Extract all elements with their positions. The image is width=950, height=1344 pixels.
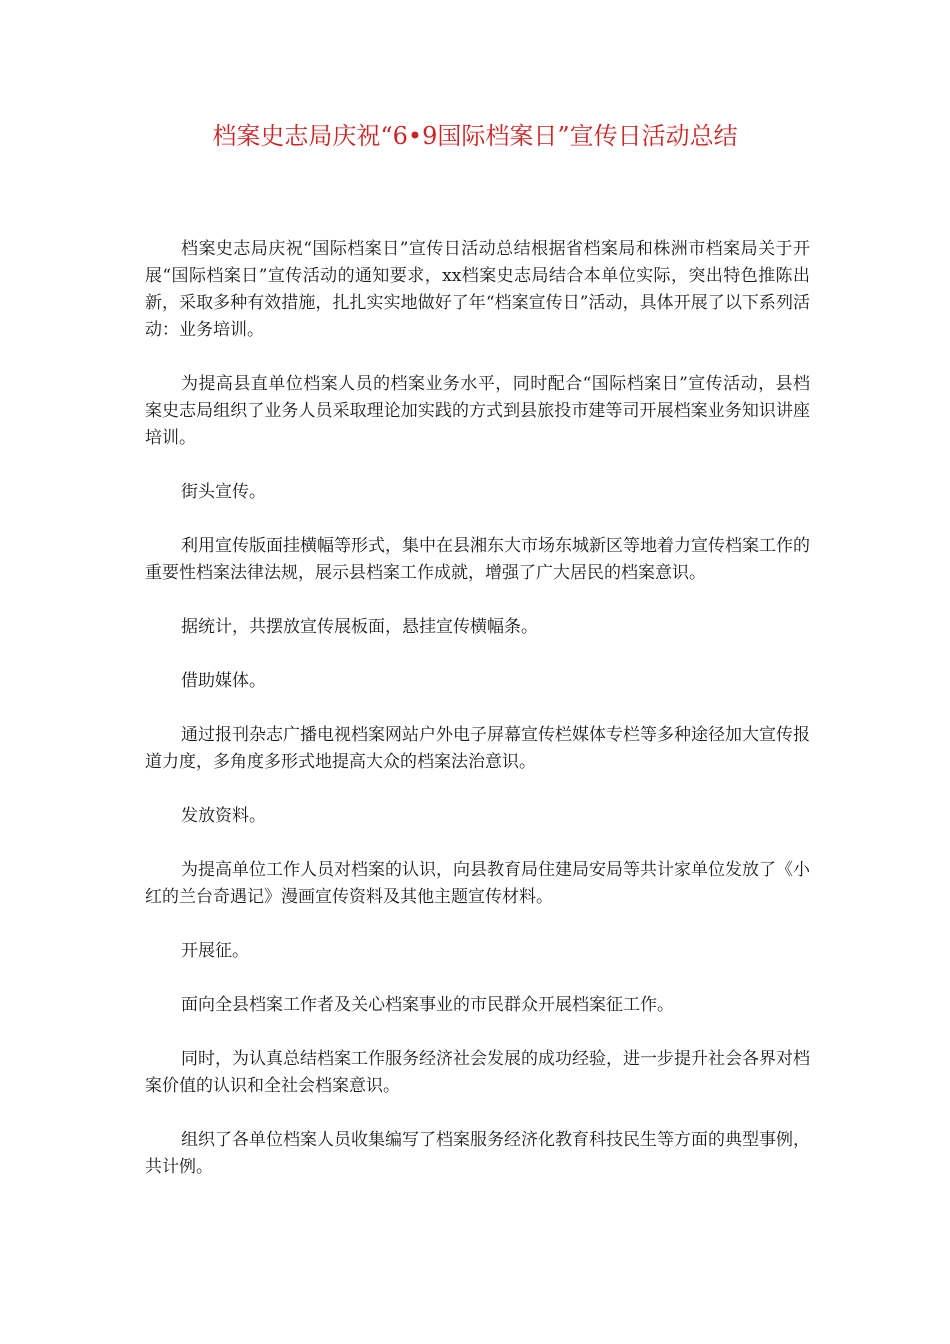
paragraph-intro: 档案史志局庆祝“国际档案日”宣传日活动总结根据省档案局和株洲市档案局关于开展“国际档案日”宣传活动的通知要求，xx档案史志局结合本单位实际，突出特色推陈出新，采取多种有效措施，扎扎实实地做好了年“档案宣传日”活动，具体开展了以下系列活动：业务培训。 (145, 239, 810, 340)
paragraph-materials: 为提高单位工作人员对档案的认识，向县教育局住建局安局等共计家单位发放了《小红的兰台奇遇记》漫画宣传资料及其他主题宣传材料。 (145, 860, 810, 907)
paragraph-summary: 同时，为认真总结档案工作服务经济社会发展的成功经验，进一步提升社会各界对档案价值的认识和全社会档案意识。 (145, 1049, 810, 1096)
document-body (145, 236, 810, 1208)
paragraph-heading-collection: 开展征。 (181, 941, 249, 961)
paragraph-collection: 面向全县档案工作者及关心档案事业的市民群众开展档案征工作。 (181, 995, 674, 1015)
paragraph-heading-media: 借助媒体。 (181, 671, 266, 691)
paragraph-training: 为提高县直单位档案人员的档案业务水平，同时配合“国际档案日”宣传活动，县档案史志局组织了业务人员采取理论加实践的方式到县旅投市建等司开展档案业务知识讲座培训。 (145, 374, 810, 448)
paragraph-cases: 组织了各单位档案人员收集编写了档案服务经济化教育科技民生等方面的典型事例，共计例。 (145, 1130, 810, 1177)
document-title: 档案史志局庆祝“6•9国际档案日”宣传日活动总结 (212, 122, 738, 150)
paragraph-media: 通过报刊杂志广播电视档案网站户外电子屏幕宣传栏媒体专栏等多种途径加大宣传报道力度，多角度多形式地提高大众的档案法治意识。 (145, 725, 810, 772)
paragraph-heading-street: 街头宣传。 (181, 482, 266, 502)
paragraph-heading-materials: 发放资料。 (181, 806, 266, 826)
paragraph-statistics: 据统计，共摆放宣传展板面，悬挂宣传横幅条。 (181, 617, 538, 637)
paragraph-street-promo: 利用宣传版面挂横幅等形式，集中在县湘东大市场东城新区等地着力宣传档案工作的重要性档案法律法规，展示县档案工作成就，增强了广大居民的档案意识。 (145, 536, 810, 583)
